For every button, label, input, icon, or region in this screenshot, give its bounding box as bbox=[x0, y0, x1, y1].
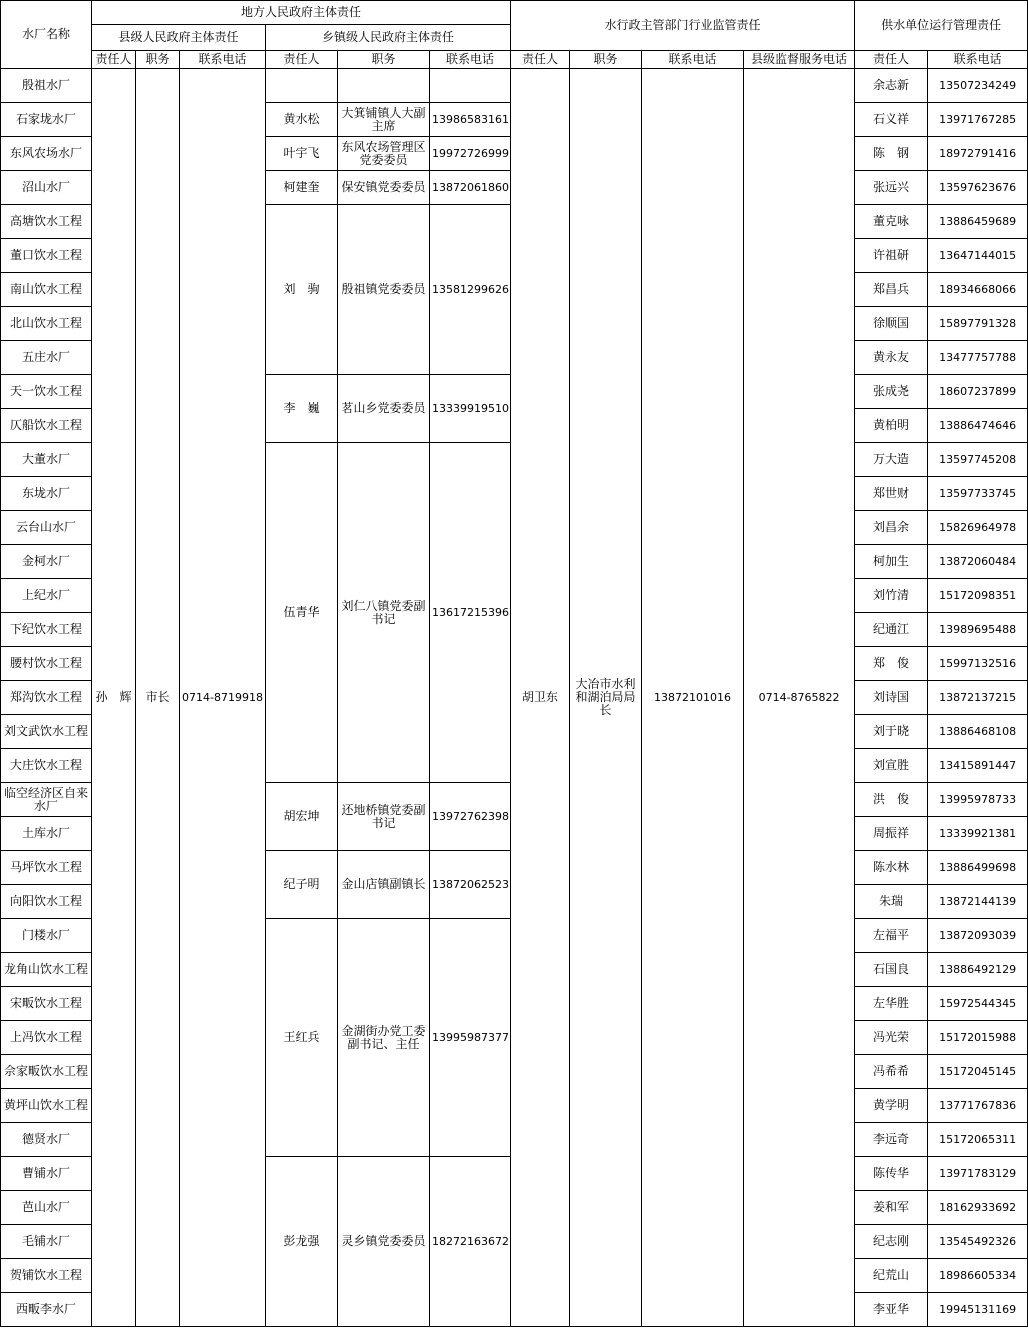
unit-phone-cell: 15172065311 bbox=[928, 1123, 1028, 1157]
plant-name-cell: 上纪水厂 bbox=[1, 579, 92, 613]
town-person-cell bbox=[266, 69, 338, 103]
plant-name-cell: 临空经济区自来水厂 bbox=[1, 783, 92, 817]
plant-name-cell: 芭山水厂 bbox=[1, 1191, 92, 1225]
unit-person-cell: 石义祥 bbox=[855, 103, 928, 137]
header-local-gov: 地方人民政府主体责任 bbox=[92, 1, 511, 25]
unit-phone-cell: 15172098351 bbox=[928, 579, 1028, 613]
plant-name-cell: 东风农场水厂 bbox=[1, 137, 92, 171]
unit-person-cell: 刘宣胜 bbox=[855, 749, 928, 783]
unit-person-cell: 刘于晓 bbox=[855, 715, 928, 749]
unit-person-cell: 洪 俊 bbox=[855, 783, 928, 817]
unit-person-cell: 左华胜 bbox=[855, 987, 928, 1021]
unit-person-cell: 刘竹清 bbox=[855, 579, 928, 613]
plant-name-cell: 向阳饮水工程 bbox=[1, 885, 92, 919]
town-person-cell: 伍青华 bbox=[266, 443, 338, 783]
county-person-cell: 孙 辉 bbox=[92, 69, 136, 1327]
unit-phone-cell: 15826964978 bbox=[928, 511, 1028, 545]
plant-name-cell: 贺铺饮水工程 bbox=[1, 1259, 92, 1293]
unit-person-cell: 陈 钢 bbox=[855, 137, 928, 171]
header-dept-phone: 联系电话 bbox=[642, 51, 744, 69]
unit-person-cell: 郑昌兵 bbox=[855, 273, 928, 307]
unit-person-cell: 余志新 bbox=[855, 69, 928, 103]
header-county-gov: 县级人民政府主体责任 bbox=[92, 25, 266, 51]
unit-person-cell: 刘昌余 bbox=[855, 511, 928, 545]
header-dept-person: 责任人 bbox=[511, 51, 570, 69]
town-person-cell: 柯建奎 bbox=[266, 171, 338, 205]
unit-person-cell: 李远奇 bbox=[855, 1123, 928, 1157]
unit-phone-cell: 13971767285 bbox=[928, 103, 1028, 137]
unit-phone-cell: 13872093039 bbox=[928, 919, 1028, 953]
unit-phone-cell: 13886474646 bbox=[928, 409, 1028, 443]
town-phone-cell: 13872062523 bbox=[430, 851, 511, 919]
plant-name-cell: 宋畈饮水工程 bbox=[1, 987, 92, 1021]
header-county-person: 责任人 bbox=[92, 51, 136, 69]
unit-person-cell: 陈水林 bbox=[855, 851, 928, 885]
unit-phone-cell: 13989695488 bbox=[928, 613, 1028, 647]
unit-person-cell: 许祖研 bbox=[855, 239, 928, 273]
unit-person-cell: 朱瑞 bbox=[855, 885, 928, 919]
unit-person-cell: 李亚华 bbox=[855, 1293, 928, 1327]
plant-name-cell: 高塘饮水工程 bbox=[1, 205, 92, 239]
unit-phone-cell: 13477757788 bbox=[928, 341, 1028, 375]
unit-person-cell: 纪志刚 bbox=[855, 1225, 928, 1259]
unit-person-cell: 徐顺国 bbox=[855, 307, 928, 341]
unit-person-cell: 郑 俊 bbox=[855, 647, 928, 681]
plant-name-cell: 西畈李水厂 bbox=[1, 1293, 92, 1327]
town-person-cell: 黄水松 bbox=[266, 103, 338, 137]
unit-phone-cell: 19945131169 bbox=[928, 1293, 1028, 1327]
town-person-cell: 王红兵 bbox=[266, 919, 338, 1157]
town-phone-cell: 13872061860 bbox=[430, 171, 511, 205]
town-position-cell: 金山店镇副镇长 bbox=[338, 851, 430, 919]
unit-person-cell: 张远兴 bbox=[855, 171, 928, 205]
town-position-cell: 保安镇党委委员 bbox=[338, 171, 430, 205]
county-phone-cell: 0714-8719918 bbox=[180, 69, 266, 1327]
town-position-cell: 还地桥镇党委副书记 bbox=[338, 783, 430, 851]
unit-phone-cell: 13597745208 bbox=[928, 443, 1028, 477]
plant-name-cell: 下纪饮水工程 bbox=[1, 613, 92, 647]
unit-phone-cell: 13971783129 bbox=[928, 1157, 1028, 1191]
header-unit-person: 责任人 bbox=[855, 51, 928, 69]
unit-phone-cell: 13872137215 bbox=[928, 681, 1028, 715]
town-phone-cell: 18272163672 bbox=[430, 1157, 511, 1327]
unit-phone-cell: 13886499698 bbox=[928, 851, 1028, 885]
town-person-cell: 李 巍 bbox=[266, 375, 338, 443]
unit-person-cell: 周振祥 bbox=[855, 817, 928, 851]
unit-phone-cell: 15997132516 bbox=[928, 647, 1028, 681]
unit-phone-cell: 13507234249 bbox=[928, 69, 1028, 103]
unit-person-cell: 纪通江 bbox=[855, 613, 928, 647]
unit-phone-cell: 13597733745 bbox=[928, 477, 1028, 511]
header-town-position: 职务 bbox=[338, 51, 430, 69]
town-person-cell: 胡宏坤 bbox=[266, 783, 338, 851]
unit-phone-cell: 13886459689 bbox=[928, 205, 1028, 239]
town-position-cell: 殷祖镇党委委员 bbox=[338, 205, 430, 375]
header-unit-phone: 联系电话 bbox=[928, 51, 1028, 69]
town-person-cell: 叶宇飞 bbox=[266, 137, 338, 171]
unit-phone-cell: 13995978733 bbox=[928, 783, 1028, 817]
plant-name-cell: 董口饮水工程 bbox=[1, 239, 92, 273]
dept-person-cell: 胡卫东 bbox=[511, 69, 570, 1327]
town-position-cell: 东风农场管理区党委委员 bbox=[338, 137, 430, 171]
dept-phone-cell: 13872101016 bbox=[642, 69, 744, 1327]
plant-name-cell: 北山饮水工程 bbox=[1, 307, 92, 341]
town-person-cell: 纪子明 bbox=[266, 851, 338, 919]
plant-name-cell: 五庄水厂 bbox=[1, 341, 92, 375]
plant-name-cell: 刘文武饮水工程 bbox=[1, 715, 92, 749]
unit-person-cell: 纪荒山 bbox=[855, 1259, 928, 1293]
town-phone-cell: 13972762398 bbox=[430, 783, 511, 851]
plant-name-cell: 黄坪山饮水工程 bbox=[1, 1089, 92, 1123]
unit-phone-cell: 13771767836 bbox=[928, 1089, 1028, 1123]
town-phone-cell: 19972726999 bbox=[430, 137, 511, 171]
unit-person-cell: 刘诗国 bbox=[855, 681, 928, 715]
unit-person-cell: 石国良 bbox=[855, 953, 928, 987]
unit-phone-cell: 18607237899 bbox=[928, 375, 1028, 409]
town-position-cell bbox=[338, 69, 430, 103]
table-body bbox=[1, 69, 1028, 1327]
plant-name-cell: 毛铺水厂 bbox=[1, 1225, 92, 1259]
plant-name-cell: 郑沟饮水工程 bbox=[1, 681, 92, 715]
unit-person-cell: 张成尧 bbox=[855, 375, 928, 409]
plant-name-cell: 仄船饮水工程 bbox=[1, 409, 92, 443]
unit-phone-cell: 13647144015 bbox=[928, 239, 1028, 273]
dept-position-cell: 大冶市水利和湖泊局局长 bbox=[570, 69, 642, 1327]
header-town-phone: 联系电话 bbox=[430, 51, 511, 69]
town-phone-cell: 13995987377 bbox=[430, 919, 511, 1157]
plant-name-cell: 殷祖水厂 bbox=[1, 69, 92, 103]
unit-phone-cell: 15897791328 bbox=[928, 307, 1028, 341]
town-position-cell: 刘仁八镇党委副书记 bbox=[338, 443, 430, 783]
town-position-cell: 大箕铺镇人大副主席 bbox=[338, 103, 430, 137]
town-phone-cell: 13581299626 bbox=[430, 205, 511, 375]
plant-name-cell: 上冯饮水工程 bbox=[1, 1021, 92, 1055]
unit-phone-cell: 13339921381 bbox=[928, 817, 1028, 851]
plant-name-cell: 云台山水厂 bbox=[1, 511, 92, 545]
town-phone-cell: 13339919510 bbox=[430, 375, 511, 443]
town-person-cell: 刘 驹 bbox=[266, 205, 338, 375]
county-position-cell: 市长 bbox=[136, 69, 180, 1327]
unit-phone-cell: 13886468108 bbox=[928, 715, 1028, 749]
header-county-position: 职务 bbox=[136, 51, 180, 69]
unit-phone-cell: 18162933692 bbox=[928, 1191, 1028, 1225]
unit-person-cell: 冯希希 bbox=[855, 1055, 928, 1089]
plant-name-cell: 南山饮水工程 bbox=[1, 273, 92, 307]
header-plant-name: 水厂名称 bbox=[1, 1, 92, 69]
plant-name-cell: 大庄饮水工程 bbox=[1, 749, 92, 783]
plant-name-cell: 佘家畈饮水工程 bbox=[1, 1055, 92, 1089]
header-county-phone: 联系电话 bbox=[180, 51, 266, 69]
plant-name-cell: 土库水厂 bbox=[1, 817, 92, 851]
unit-person-cell: 柯加生 bbox=[855, 545, 928, 579]
unit-phone-cell: 13415891447 bbox=[928, 749, 1028, 783]
table-row bbox=[1, 69, 1028, 103]
unit-phone-cell: 13597623676 bbox=[928, 171, 1028, 205]
town-phone-cell: 13986583161 bbox=[430, 103, 511, 137]
unit-phone-cell: 13545492326 bbox=[928, 1225, 1028, 1259]
plant-name-cell: 德贤水厂 bbox=[1, 1123, 92, 1157]
unit-phone-cell: 15972544345 bbox=[928, 987, 1028, 1021]
unit-person-cell: 姜和军 bbox=[855, 1191, 928, 1225]
unit-person-cell: 冯光荣 bbox=[855, 1021, 928, 1055]
unit-phone-cell: 13886492129 bbox=[928, 953, 1028, 987]
unit-phone-cell: 18972791416 bbox=[928, 137, 1028, 171]
unit-person-cell: 董克咏 bbox=[855, 205, 928, 239]
header-county-service-phone: 县级监督服务电话 bbox=[744, 51, 855, 69]
unit-phone-cell: 18934668066 bbox=[928, 273, 1028, 307]
header-town-person: 责任人 bbox=[266, 51, 338, 69]
town-phone-cell: 13617215396 bbox=[430, 443, 511, 783]
header-supply-unit: 供水单位运行管理责任 bbox=[855, 1, 1028, 51]
unit-phone-cell: 18986605334 bbox=[928, 1259, 1028, 1293]
town-position-cell: 金湖街办党工委副书记、主任 bbox=[338, 919, 430, 1157]
town-position-cell: 灵乡镇党委委员 bbox=[338, 1157, 430, 1327]
unit-person-cell: 郑世财 bbox=[855, 477, 928, 511]
plant-name-cell: 天一饮水工程 bbox=[1, 375, 92, 409]
unit-person-cell: 左福平 bbox=[855, 919, 928, 953]
plant-name-cell: 龙角山饮水工程 bbox=[1, 953, 92, 987]
plant-name-cell: 大董水厂 bbox=[1, 443, 92, 477]
unit-phone-cell: 13872144139 bbox=[928, 885, 1028, 919]
plant-name-cell: 金柯水厂 bbox=[1, 545, 92, 579]
plant-name-cell: 东垅水厂 bbox=[1, 477, 92, 511]
town-position-cell: 茗山乡党委委员 bbox=[338, 375, 430, 443]
plant-name-cell: 石家垅水厂 bbox=[1, 103, 92, 137]
plant-name-cell: 沼山水厂 bbox=[1, 171, 92, 205]
unit-person-cell: 陈传华 bbox=[855, 1157, 928, 1191]
town-person-cell: 彭龙强 bbox=[266, 1157, 338, 1327]
unit-person-cell: 黄柏明 bbox=[855, 409, 928, 443]
unit-person-cell: 黄永友 bbox=[855, 341, 928, 375]
plant-name-cell: 门楼水厂 bbox=[1, 919, 92, 953]
county-service-phone-cell: 0714-8765822 bbox=[744, 69, 855, 1327]
header-water-dept: 水行政主管部门行业监管责任 bbox=[511, 1, 855, 51]
town-phone-cell bbox=[430, 69, 511, 103]
unit-person-cell: 万大造 bbox=[855, 443, 928, 477]
unit-phone-cell: 15172045145 bbox=[928, 1055, 1028, 1089]
unit-person-cell: 黄学明 bbox=[855, 1089, 928, 1123]
unit-phone-cell: 13872060484 bbox=[928, 545, 1028, 579]
header-dept-position: 职务 bbox=[570, 51, 642, 69]
plant-name-cell: 腰村饮水工程 bbox=[1, 647, 92, 681]
unit-phone-cell: 15172015988 bbox=[928, 1021, 1028, 1055]
header-town-gov: 乡镇级人民政府主体责任 bbox=[266, 25, 511, 51]
plant-name-cell: 曹铺水厂 bbox=[1, 1157, 92, 1191]
plant-name-cell: 马坪饮水工程 bbox=[1, 851, 92, 885]
